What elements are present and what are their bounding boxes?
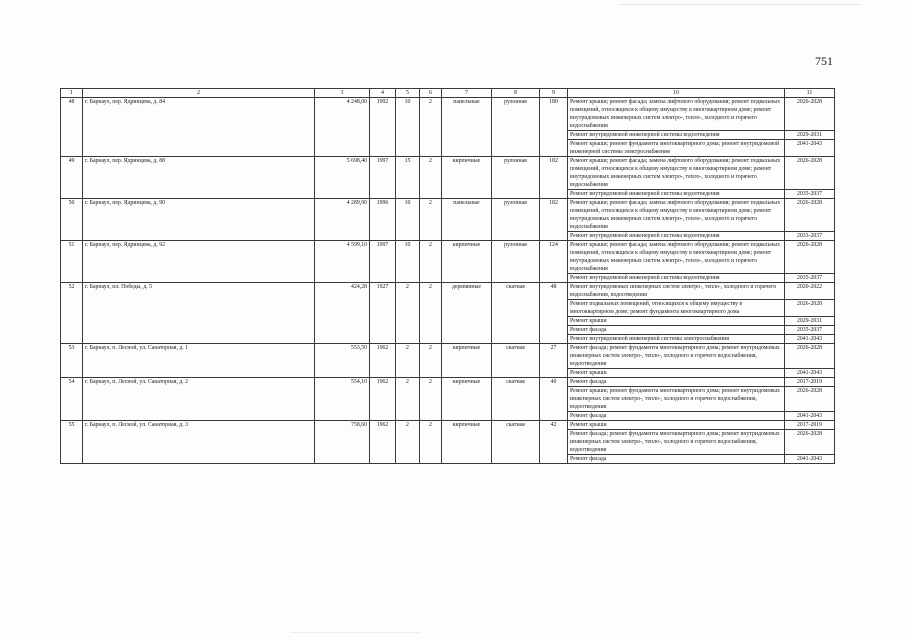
cell-work-description: Ремонт фасада [568,326,785,335]
cell-roof-type: скатная [492,421,540,464]
page-number: 751 [815,54,833,68]
cell-roof-type: скатная [492,344,540,378]
cell-entrances: 2 [420,283,442,344]
cell-roof-type: рулонная [492,199,540,241]
cell-entrances: 2 [420,241,442,283]
cell-entrances: 2 [420,421,442,464]
cell-entrances: 2 [420,98,442,157]
cell-apartments: 124 [540,241,568,283]
cell-year-built: 1996 [370,199,396,241]
cell-work-period: 2026-2028 [785,430,835,455]
cell-work-period: 2026-2028 [785,344,835,369]
cell-work-description: Ремонт фасада; ремонт фундамента многоквартирного дома; ремонт внутридомовых инженерных систем электро-, тепло-, холодного и горячего водоснабжения, водоотведения [568,344,785,369]
column-header-9: 9 [540,89,568,98]
cell-area: 4 248,00 [315,98,370,157]
column-header-6: 6 [420,89,442,98]
cell-floors: 2 [396,283,420,344]
cell-area: 758,60 [315,421,370,464]
scan-artifact-bottom [290,632,420,633]
cell-floors: 2 [396,421,420,464]
cell-floors: 2 [396,378,420,421]
cell-work-description: Ремонт фасада [568,378,785,387]
column-header-10: 10 [568,89,785,98]
repair-schedule-table [60,88,835,464]
cell-work-period: 2035-2037 [785,190,835,199]
table-body [61,98,835,464]
cell-year-built: 1997 [370,157,396,199]
cell-roof-type: рулонная [492,241,540,283]
cell-work-description: Ремонт крыши; ремонт фасада; замена лифтового оборудования; ремонт подвальных помещений, относящихся к общему имуществу в многоквартирном доме; ремонт внутридомовых инженерных систем электро-, тепло-, холодного и горячего водоснабжения [568,98,785,131]
cell-work-period: 2026-2028 [785,98,835,131]
cell-year-built: 1962 [370,378,396,421]
cell-apartments: 40 [540,378,568,421]
cell-wall-material: кирпичные [442,241,492,283]
column-header-8: 8 [492,89,540,98]
cell-row-number: 53 [61,344,83,378]
cell-work-period: 2041-2043 [785,369,835,378]
cell-apartments: 182 [540,157,568,199]
cell-work-period: 2029-2031 [785,317,835,326]
cell-row-number: 48 [61,98,83,157]
cell-work-description: Ремонт крыши; ремонт фундамента многоквартирного дома; ремонт внутридомовых инженерных систем электро-, тепло-, холодного и горячего водоснабжения, водоотведения [568,387,785,412]
cell-work-period: 2041-2043 [785,335,835,344]
cell-wall-material: панельные [442,199,492,241]
cell-apartments: 42 [540,421,568,464]
cell-work-period: 2017-2019 [785,421,835,430]
column-header-11: 11 [785,89,835,98]
cell-row-number: 49 [61,157,83,199]
cell-address: г. Барнаул, пер. Ядринцева, д. 88 [83,157,315,199]
cell-address: г. Барнаул, пл. Победы, д. 5 [83,283,315,344]
cell-work-period: 2026-2028 [785,157,835,190]
cell-wall-material: панельные [442,98,492,157]
cell-work-period: 2033-2037 [785,232,835,241]
cell-roof-type: рулонная [492,157,540,199]
cell-floors: 15 [396,157,420,199]
cell-roof-type: скатная [492,283,540,344]
cell-roof-type: скатная [492,378,540,421]
cell-row-number: 55 [61,421,83,464]
cell-area: 554,10 [315,378,370,421]
cell-work-description: Ремонт внутридомовой инженерной системы водоотведения [568,274,785,283]
cell-row-number: 50 [61,199,83,241]
cell-floors: 2 [396,344,420,378]
cell-row-number: 51 [61,241,83,283]
cell-work-description: Ремонт фасада [568,412,785,421]
scan-artifact [620,4,860,5]
column-header-4: 4 [370,89,396,98]
cell-work-description: Ремонт крыши; ремонт фундамента многоквартирного дома; ремонт внутридомовой инженерной системы электроснабжения [568,140,785,157]
table-row [61,199,835,232]
table-row [61,378,835,387]
cell-work-description: Ремонт крыши [568,317,785,326]
table-row [61,157,835,190]
cell-area: 553,50 [315,344,370,378]
cell-area: 5 698,40 [315,157,370,199]
cell-roof-type: рулонная [492,98,540,157]
cell-work-period: 2035-2037 [785,274,835,283]
cell-work-description: Ремонт фасада; ремонт фундамента многоквартирного дома; ремонт внутридомовых инженерных систем электро-, тепло-, холодного и горячего водоснабжения, водоотведения [568,430,785,455]
cell-work-period: 2026-2028 [785,300,835,317]
column-number-header [61,89,835,98]
cell-address: г. Барнаул, пер. Ядринцева, д. 84 [83,98,315,157]
cell-work-period: 2035-2037 [785,326,835,335]
cell-work-description: Ремонт подвальных помещений, относящихся к общему имуществу в многоквартирном доме; ремонт фундамента многоквартирного дома [568,300,785,317]
cell-work-period: 2020-2022 [785,283,835,300]
cell-work-description: Ремонт крыши [568,421,785,430]
cell-work-period: 2041-2043 [785,455,835,464]
cell-apartments: 180 [540,98,568,157]
cell-work-description: Ремонт крыши; ремонт фасада; замена лифтового оборудования; ремонт подвальных помещений, относящихся к общему имуществу в многоквартирном доме; ремонт внутридомовых инженерных систем электро-, тепло-, холодного и горячего водоснабжения [568,199,785,232]
cell-wall-material: кирпичные [442,157,492,199]
cell-area: 4 599,10 [315,241,370,283]
cell-work-description: Ремонт внутридомовой инженерной системы электроснабжения [568,335,785,344]
cell-year-built: 1962 [370,344,396,378]
cell-address: г. Барнаул, пер. Ядринцева, д. 90 [83,199,315,241]
cell-work-description: Ремонт внутридомовых инженерных систем электро-, тепло-, холодного и горячего водоснабжения, водоотведения [568,283,785,300]
cell-floors: 10 [396,98,420,157]
column-header-7: 7 [442,89,492,98]
cell-year-built: 1927 [370,283,396,344]
cell-apartments: 182 [540,199,568,241]
cell-work-period: 2026-2028 [785,387,835,412]
cell-floors: 10 [396,199,420,241]
cell-wall-material: кирпичные [442,378,492,421]
cell-work-description: Ремонт внутридомовой инженерной системы водоотведения [568,190,785,199]
cell-year-built: 1962 [370,421,396,464]
cell-work-description: Ремонт крыши; ремонт фасада; замена лифтового оборудования; ремонт подвальных помещений, относящихся к общему имуществу в многоквартирном доме; ремонт внутридомовых инженерных систем электро-, тепло-, холодного и горячего водоснабжения [568,241,785,274]
cell-work-description: Ремонт фасада [568,455,785,464]
table-row [61,283,835,300]
cell-entrances: 2 [420,378,442,421]
cell-apartments: 48 [540,283,568,344]
cell-work-period: 2041-2043 [785,412,835,421]
column-header-3: 3 [315,89,370,98]
table-row [61,241,835,274]
cell-row-number: 52 [61,283,83,344]
cell-address: г. Барнаул, п. Лесной, ул. Санаторная, д. 1 [83,344,315,378]
cell-work-period: 2026-2028 [785,199,835,232]
cell-wall-material: кирпичные [442,421,492,464]
cell-entrances: 2 [420,157,442,199]
cell-work-period: 2041-2043 [785,140,835,157]
cell-entrances: 2 [420,344,442,378]
cell-year-built: 1992 [370,98,396,157]
cell-work-period: 2029-2031 [785,131,835,140]
column-header-1: 1 [61,89,83,98]
cell-area: 424,28 [315,283,370,344]
column-header-2: 2 [83,89,315,98]
cell-work-period: 2026-2028 [785,241,835,274]
cell-work-description: Ремонт внутридомовой инженерной системы водоотведения [568,131,785,140]
cell-address: г. Барнаул, п. Лесной, ул. Санаторная, д. 2 [83,378,315,421]
table-row [61,98,835,131]
cell-address: г. Барнаул, п. Лесной, ул. Санаторная, д. 3 [83,421,315,464]
cell-area: 4 289,90 [315,199,370,241]
document-table-wrapper [60,88,835,464]
cell-entrances: 2 [420,199,442,241]
cell-year-built: 1997 [370,241,396,283]
column-header-5: 5 [396,89,420,98]
table-row [61,421,835,430]
cell-work-description: Ремонт крыши; ремонт фасада; замена лифтового оборудования; ремонт подвальных помещений, относящихся к общему имуществу в многоквартирном доме; ремонт внутридомовых инженерных систем электро-, тепло-, холодного и горячего водоснабжения [568,157,785,190]
cell-work-description: Ремонт внутридомовой инженерной системы водоотведения [568,232,785,241]
cell-work-period: 2017-2019 [785,378,835,387]
cell-floors: 10 [396,241,420,283]
cell-wall-material: кирпичные [442,344,492,378]
cell-work-description: Ремонт крыши [568,369,785,378]
cell-wall-material: деревянные [442,283,492,344]
cell-row-number: 54 [61,378,83,421]
table-row [61,344,835,369]
cell-address: г. Барнаул, пер. Ядринцева, д. 92 [83,241,315,283]
cell-apartments: 27 [540,344,568,378]
